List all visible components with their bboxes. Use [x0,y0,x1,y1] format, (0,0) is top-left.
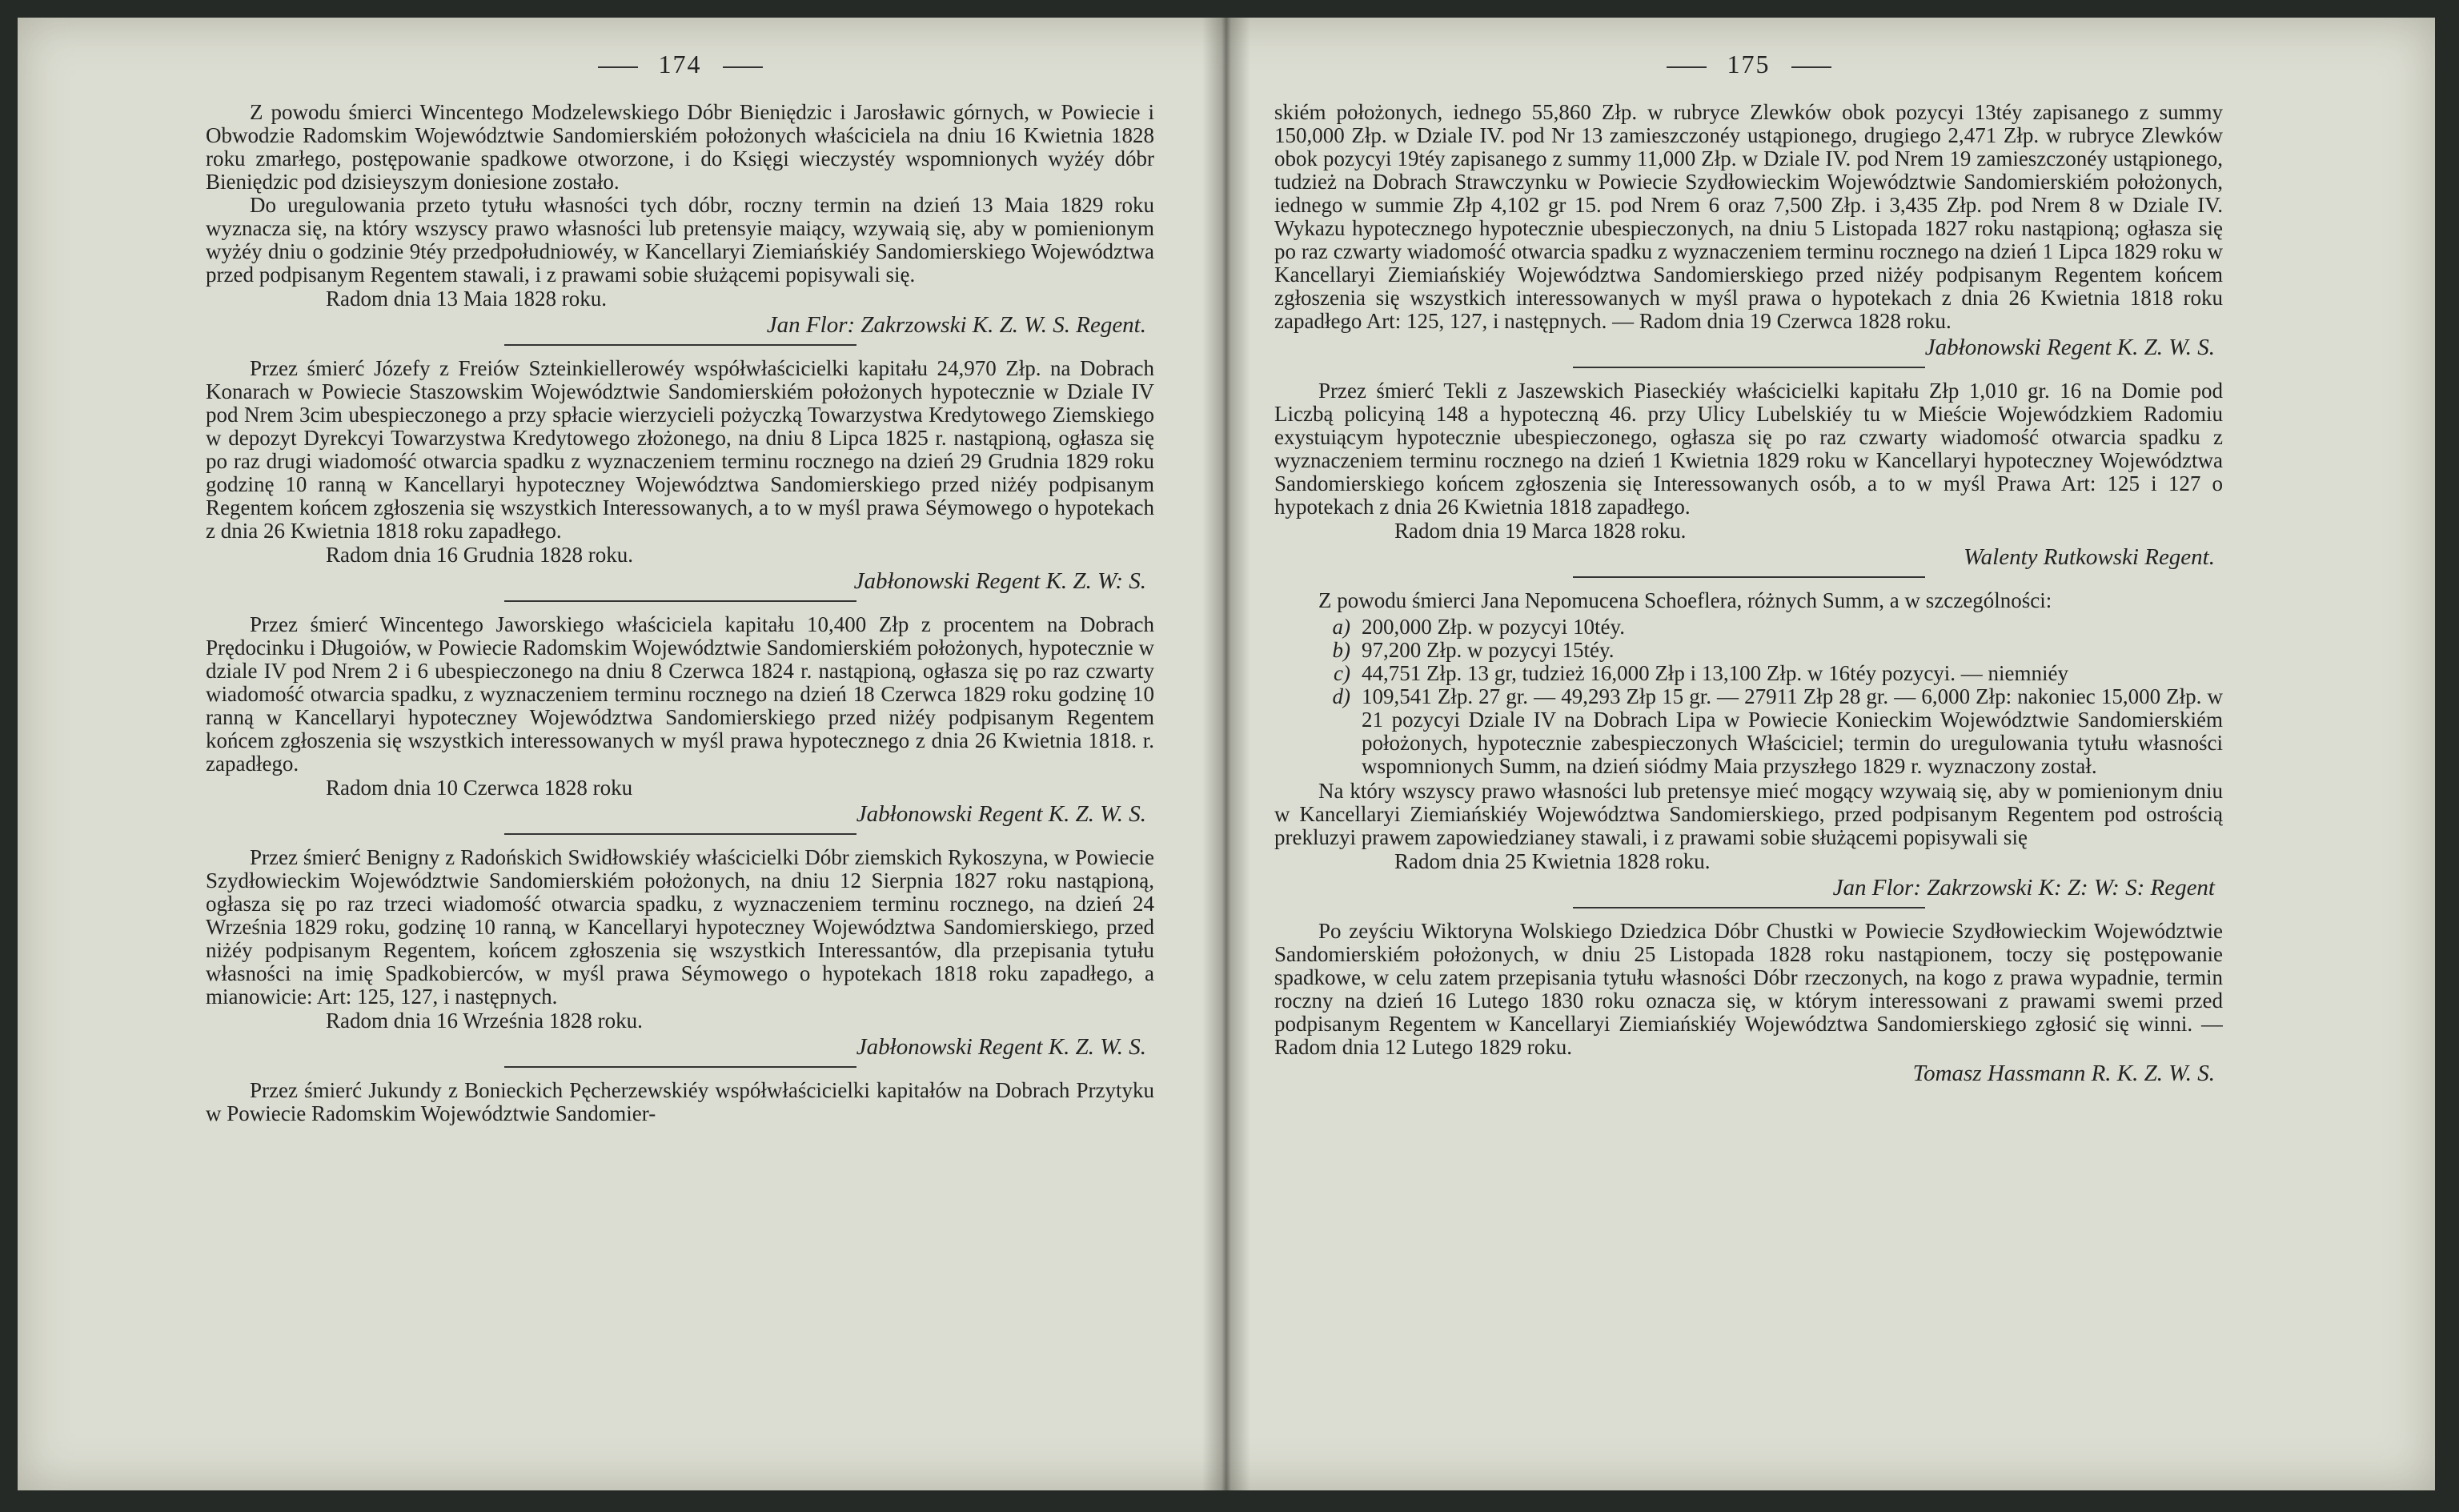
notice-place-date: Radom dnia 13 Maia 1828 roku. [326,287,607,311]
notice-modzelewski [206,101,1154,346]
notice-signature: Tomasz Hassmann R. K. Z. W. S. [1912,1061,2215,1086]
book-spread [18,18,2435,1490]
notice-signature: Jabłonowski Regent K. Z. W: S. [853,568,1146,594]
divider [1573,367,1925,368]
list-item-text: 44,751 Złp. 13 gr, tudzież 16,000 Złp i 13,100 Złp. w 16téy pozycyi. — niemniéy [1362,661,2069,685]
notice-text: Przez śmierć Wincentego Jaworskiego właściciela kapitału 10,400 Złp z procentem na Dobrach Prędocinku i Długoiów, w Powiecie Radomskim Województwie Sandomierskiém położonych, hypotecznie w dziale IV pod Nrem 2 i 6 ubespieczonego na dniu 8 Czerwca 1824 r. nastąpioną, ogłasza się po raz czwarty wiadomość otwarcia spadku, z wyznaczeniem terminu rocznego na dzień 18 Czerwca 1829 roku godzinę 10 ranną w Kancellaryi hypoteczney Województwa Sandomierskiego przed niżéy podpisanym Regentem końcem zgłoszenia się wszystkich interessowanych w myśl prawa hypotecznego z dnia 26 Kwietnia 1818. r. zapadłego. [206,612,1154,776]
page-number-175: 175 [1274,50,2223,82]
notice-signature: Walenty Rutkowski Regent. [1964,544,2215,570]
notice-place-date: Radom dnia 25 Kwietnia 1828 roku. [1394,849,1711,873]
notice-text: Na który wszyscy prawo własności lub pretensye mieć mogący wzywaią się, aby w pomienionym dniu w Kancellaryi Ziemiańskiéy Województwa Sandomierskiego, przed podpisanym Regentem pod ostrością prekluzyi prawem zapowiedzianey stawali, i z prawami sobie służącemi popisywali się [1274,779,2223,849]
divider [504,600,856,602]
list-item-text: 200,000 Złp. w pozycyi 10téy. [1362,615,1625,639]
notice-signature: Jabłonowski Regent K. Z. W. S. [856,1034,1146,1060]
notice-piasecka [1274,379,2223,578]
list-marker: a) [1332,615,1350,639]
divider [1573,576,1925,578]
notice-wolski [1274,920,2223,1086]
notice-schoefler [1274,589,2223,908]
list-item-text: 97,200 Złp. w pozycyi 15téy. [1362,638,1615,662]
notice-signature: Jabłonowski Regent K. Z. W. S. [856,801,1146,827]
sum-list [1274,616,2223,778]
list-item [1274,685,2223,778]
notice-text: Przez śmierć Tekli z Jaszewskich Piaseckiéy właścicielki kapitału Złp 1,010 gr. 16 na Domie pod Liczbą policyiną 148 a hypoteczną 46. przy Ulicy Lubelskiéy tu w Mieście Wojewódzkiem Radomiu exystuiącym hypotecznie ubespieczonego, ogłasza się po raz czwarty wiadomość otwarcia spadku z wyznaczeniem terminu rocznego na dzień 1 Kwietnia 1829 roku w Kancellaryi hypoteczney Województwa Sandomierskiego końcem zgłoszenia się Interessowanych osób, a to w myśl Prawa Art: 125 i 127 o hypotekach z dnia 26 Kwietnia 1818 zapadłego. [1274,379,2223,519]
list-item [1274,616,2223,639]
list-marker: c) [1334,661,1350,685]
notice-text: Przez śmierć Jukundy z Bonieckich Pęcherzewskiéy współwłaścicielki kapitałów na Dobrach Przytyku w Powiecie Radomskim Województwie Sandomier- [206,1078,1154,1125]
notice-szteinkieller [206,357,1154,602]
notice-swidlowska [206,846,1154,1068]
book-gutter [1202,18,1250,1490]
notice-text: Do uregulowania przeto tytułu własności tych dóbr, roczny termin na dzień 13 Maia 1829 roku wyznacza się, na który wszyscy prawo własności lub pretensyie maiący, wzywaią się, aby w pomienionym wyżéy dniu o godzinie 9téy przedpołudniowéy, w Kancellaryi Ziemiańskiéy Sandomierskiego Województwa przed podpisanym Regentem stawali, i z prawami sobie służącemi popisywali się. [206,193,1154,287]
notice-text: Przez śmierć Benigny z Radońskich Swidłowskiéy właścicielki Dóbr ziemskich Rykoszyna, w Powiecie Szydłowieckim Województwie Sandomierskiém położonych, na dniu 12 Sierpnia 1827 roku nastąpioną, ogłasza się po raz trzeci wiadomość otwarcia spadku, z wyznaczeniem terminu rocznego, na dzień 24 Września 1829 roku, godzinę 10 ranną, w Kancellaryi hypoteczney Województwa Sandomierskiego, przed niżéy podpisanym Regentem, końcem zgłoszenia się wszystkich Interessantów, dla przepisania tytułu własności na imię Spadkobierców, w myśl prawa Séymowego o hypotekach 1818 roku zapadłego, a mianowicie: Art: 125, 127, i następnych. [206,845,1154,1009]
notice-text: skiém położonych, iednego 55,860 Złp. w rubryce Zlewków obok pozycyi 13téy zapisanego z summy 150,000 Złp. w Dziale IV. pod Nr 13 zamieszczonéy ustąpionego, drugiego 2,471 Złp. w rubryce Zlewków obok pozycyi 19téy zapisanego z summy 11,000 Złp. w Dziale IV. pod Nrem 19 zamieszczonéy ustąpionego, tudzież na Dobrach Strawczynku w Powiecie Szydłowieckim Województwie Sandomierskiém położonych, iednego w summie Złp 4,102 gr 15. pod Nrem 6 oraz 7,500 Złp. i 3,435 Złp. pod Nrem 8 w Dziale IV. Wykazu hypotecznego hypotecznie ubespieczonych, na dniu 5 Listopada 1827 roku nastąpioną; ogłasza się po raz czwarty wiadomość otwarcia spadku z wyznaczeniem terminu rocznego na dzień 1 Lipca 1829 roku w Kancellaryi Ziemiańskiéy Województwa Sandomierskiego przed niżéy podpisanym Regentem końcem zgłoszenia się wszystkich interessowanych w myśl prawa o hypotekach z dnia 26 Kwietnia 1818 roku zapadłego Art: 125, 127, i następnych. — Radom dnia 19 Czerwca 1828 roku. [1274,100,2223,333]
notice-jaworski [206,613,1154,835]
notice-text: Po zeyściu Wiktoryna Wolskiego Dziedzica Dóbr Chustki w Powiecie Szydłowieckim Województwie Sandomierskiém położonych, w dniu 25 Listopada 1828 roku nastąpionem, toczy się postępowanie spadkowe, w celu zatem przepisania tytułu własności Dóbr rzeczonych, na kogo z prawa wypadnie, termin roczny na dzień 16 Lutego 1830 roku oznacza się, w którym interessowani z prawami swemi przed podpisanym Regentem w Kancellaryi Ziemiańskiéy Województwa Sandomierskiego zgłosić się winni. — Radom dnia 12 Lutego 1829 roku. [1274,919,2223,1059]
notice-place-date: Radom dnia 16 Grudnia 1828 roku. [326,543,633,567]
notice-signature: Jan Flor: Zakrzowski K: Z: W: S: Regent [1832,875,2215,900]
notice-continuation [1274,101,2223,368]
right-page [1274,50,2223,1410]
page-number-174: 174 [206,50,1154,82]
notice-place-date: Radom dnia 19 Marca 1828 roku. [1394,519,1687,543]
notice-text: Z powodu śmierci Wincentego Modzelewskiego Dóbr Bieniędzic i Jarosławic górnych, w Powiecie i Obwodzie Radomskim Województwie Sandomierskiém położonych właściciela na dniu 16 Kwietnia 1828 roku zmarłego, postępowanie spadkowe otworzone, i do Księgi wieczystéy wspomnionych wyżéy dóbr Bieniędzic pod dzisieyszym doniesione zostało. [206,100,1154,194]
divider [504,833,856,835]
notice-signature: Jan Flor: Zakrzowski K. Z. W. S. Regent. [766,312,1146,338]
divider [1573,907,1925,908]
list-marker: d) [1332,684,1350,708]
divider [504,344,856,346]
list-item-text: 109,541 Złp. 27 gr. — 49,293 Złp 15 gr. — 27911 Złp 28 gr. — 6,000 Złp: nakoniec 15,000 Złp. w 21 pozycyi Dziale IV na Dobrach Lipa w Powiecie Konieckim Województwie Sandomierskiém położonych, hypotecznie zabespieczonych Właściciel; termin do uregulowania tytułu własności wspomnionych Summ, na dzień siódmy Maia przyszłego 1829 r. wyznaczony został. [1362,684,2223,778]
divider [504,1066,856,1068]
notice-place-date: Radom dnia 10 Czerwca 1828 roku [326,776,633,800]
notice-place-date: Radom dnia 16 Września 1828 roku. [326,1009,643,1033]
notice-text: Przez śmierć Józefy z Freiów Szteinkiellerowéy współwłaścicielki kapitału 24,970 Złp. na Dobrach Konarach w Powiecie Staszowskim Województwie Sandomierskiém położonych hypotecznie w Dziale IV pod Nrem 3cim ubespieczonego a przy spłacie wierzycieli pożyczką Towarzystwa Kredytowego Ziemskiego w depozyt Dyrekcyi Towarzystwa Kredytowego złożonego, na dniu 8 Lipca 1825 r. nastąpioną, ogłasza się po raz drugi wiadomość otwarcia spadku z wyznaczeniem terminu rocznego na dzień 29 Grudnia 1829 roku godzinę 10 ranną w Kancellaryi hypoteczney Województwa Sandomierskiego przed niżéy podpisanym Regentem końcem zgłoszenia się wszystkich Interessowanych, a to w myśl prawa Séymowego o hypotekach z dnia 26 Kwietnia 1818 roku zapadłego. [206,356,1154,543]
list-item [1274,662,2223,685]
notice-pecherzewska [206,1079,1154,1125]
list-item [1274,639,2223,662]
list-marker: b) [1332,638,1350,662]
notice-signature: Jabłonowski Regent K. Z. W. S. [1924,335,2215,360]
notice-text: Z powodu śmierci Jana Nepomucena Schoeflera, różnych Summ, a w szczególności: [1318,588,2052,612]
left-page [206,50,1154,1410]
